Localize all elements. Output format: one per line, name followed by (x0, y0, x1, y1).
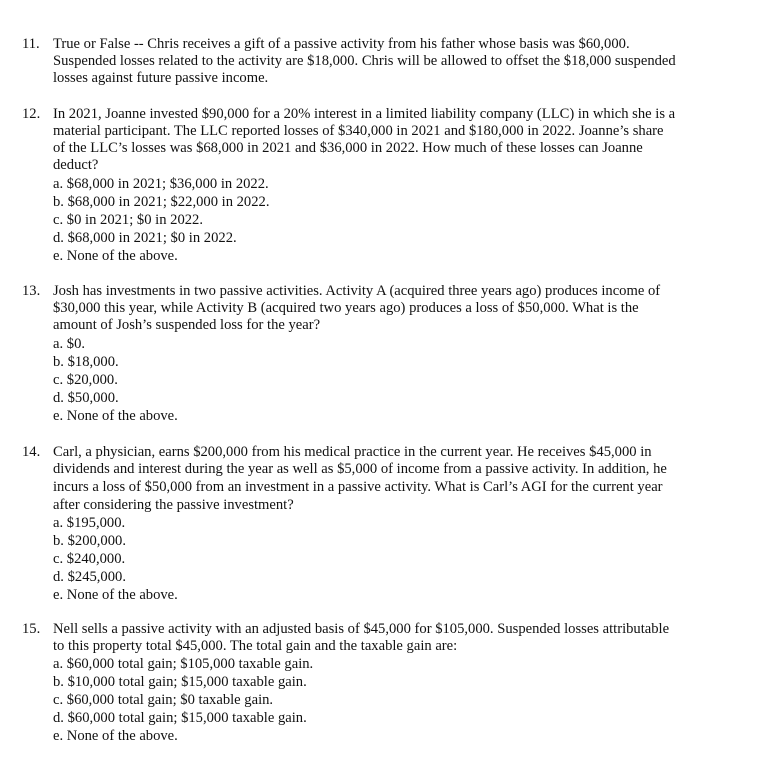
question-text-line: to this property total $45,000. The total gain and the taxable gain are: (53, 638, 458, 654)
question-text-line: Nell sells a passive activity with an adjusted basis of $45,000 for $105,000. Suspended losses attributable (53, 621, 670, 637)
answer-option-c: c. $0 in 2021; $0 in 2022. (53, 212, 203, 228)
answer-option-e: e. None of the above. (53, 728, 178, 744)
answer-option-b: b. $18,000. (53, 354, 119, 370)
question-number: 12. (22, 106, 41, 122)
answer-option-e: e. None of the above. (53, 408, 178, 424)
question-text-line: In 2021, Joanne invested $90,000 for a 20% interest in a limited liability company (LLC) in which she is a (53, 106, 676, 122)
answer-option-a: a. $195,000. (53, 515, 126, 531)
answer-option-b: b. $68,000 in 2021; $22,000 in 2022. (53, 194, 270, 210)
question-text-line: Suspended losses related to the activity are $18,000. Chris will be allowed to offset the $18,000 suspended (53, 53, 676, 69)
answer-option-a: a. $68,000 in 2021; $36,000 in 2022. (53, 176, 269, 192)
answer-option-d: d. $68,000 in 2021; $0 in 2022. (53, 230, 237, 246)
question-text-line: after considering the passive investment? (53, 497, 294, 513)
question-text-line: incurs a loss of $50,000 from an investment in a passive activity. What is Carl’s AGI for the current year (53, 479, 663, 495)
question-text-line: $30,000 this year, while Activity B (acquired two years ago) produces a loss of $50,000. What is the (53, 300, 639, 316)
answer-option-c: c. $20,000. (53, 372, 118, 388)
question-text-line: deduct? (53, 157, 99, 173)
answer-option-a: a. $60,000 total gain; $105,000 taxable gain. (53, 656, 314, 672)
question-text-line: dividends and interest during the year as well as $5,000 of income from a passive activity. In addition, he (53, 461, 667, 477)
question-number: 14. (22, 444, 41, 460)
question-text-line: material participant. The LLC reported losses of $340,000 in 2021 and $180,000 in 2022. Joanne’s share (53, 123, 664, 139)
answer-option-b: b. $10,000 total gain; $15,000 taxable gain. (53, 674, 307, 690)
answer-option-c: c. $60,000 total gain; $0 taxable gain. (53, 692, 274, 708)
answer-option-e: e. None of the above. (53, 587, 178, 603)
question-text-line: Josh has investments in two passive activities. Activity A (acquired three years ago) produces income of (53, 283, 661, 299)
question-number: 13. (22, 283, 41, 299)
question-text-line: losses against future passive income. (53, 70, 269, 86)
answer-option-b: b. $200,000. (53, 533, 126, 549)
answer-option-d: d. $60,000 total gain; $15,000 taxable gain. (53, 710, 307, 726)
question-text-line: Carl, a physician, earns $200,000 from his medical practice in the current year. He receives $45,000 in (53, 444, 652, 460)
question-number: 11. (22, 36, 40, 52)
answer-option-c: c. $240,000. (53, 551, 126, 567)
question-number: 15. (22, 621, 41, 637)
question-text-line: of the LLC’s losses was $68,000 in 2021 and $36,000 in 2022. How much of these losses can Joanne (53, 140, 643, 156)
answer-option-a: a. $0. (53, 336, 86, 352)
answer-option-d: d. $50,000. (53, 390, 119, 406)
question-text-line: True or False -- Chris receives a gift of a passive activity from his father whose basis was $60,000. (53, 36, 630, 52)
answer-option-d: d. $245,000. (53, 569, 126, 585)
answer-option-e: e. None of the above. (53, 248, 178, 264)
question-text-line: amount of Josh’s suspended loss for the year? (53, 317, 321, 333)
